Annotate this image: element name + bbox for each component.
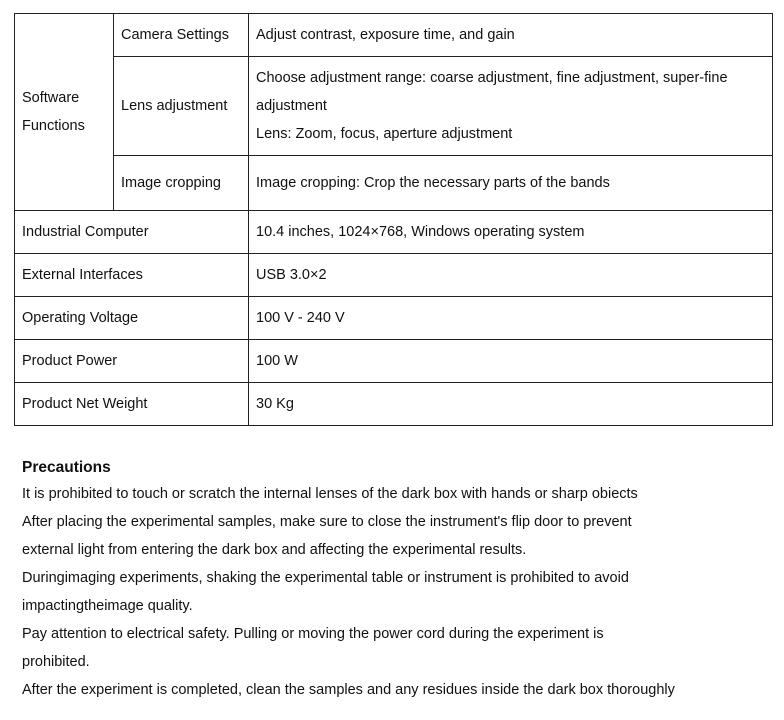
row-label: External Interfaces bbox=[15, 254, 249, 297]
paragraph-line: It is prohibited to touch or scratch the internal lenses of the dark box with hands or sharp obiects bbox=[22, 486, 638, 502]
row-label: Product Net Weight bbox=[15, 383, 249, 426]
row-value: Adjust contrast, exposure time, and gain bbox=[249, 14, 773, 57]
paragraph-line: Duringimaging experiments, shaking the experimental table or instrument is prohibited to avoid bbox=[22, 570, 629, 586]
table-row bbox=[15, 211, 773, 254]
row-value bbox=[249, 57, 773, 156]
row-label: Product Power bbox=[15, 340, 249, 383]
paragraph-line: impactingtheimage quality. bbox=[22, 598, 193, 614]
row-value: USB 3.0×2 bbox=[249, 254, 773, 297]
row-label: Operating Voltage bbox=[15, 297, 249, 340]
table-row bbox=[15, 14, 773, 57]
table-row bbox=[15, 156, 773, 211]
row-value: 10.4 inches, 1024×768, Windows operating system bbox=[249, 211, 773, 254]
table-row bbox=[15, 254, 773, 297]
row-label: Industrial Computer bbox=[15, 211, 249, 254]
row-label: Functions bbox=[22, 118, 85, 134]
software-functions-label bbox=[15, 14, 114, 211]
value-line: adjustment bbox=[256, 98, 327, 114]
section-title: Precautions bbox=[22, 459, 111, 476]
paragraph-line: After placing the experimental samples, make sure to close the instrument's flip door to prevent bbox=[22, 514, 632, 530]
table-row bbox=[15, 383, 773, 426]
row-value: 100 V - 240 V bbox=[249, 297, 773, 340]
row-label: Software bbox=[22, 90, 80, 106]
table-row bbox=[15, 297, 773, 340]
spec-table bbox=[14, 13, 773, 426]
paragraph-line: external light from entering the dark box and affecting the experimental results. bbox=[22, 542, 527, 558]
row-value: 30 Kg bbox=[249, 383, 773, 426]
paragraph-line: Pay attention to electrical safety. Pulling or moving the power cord during the experiment is bbox=[22, 626, 604, 642]
paragraph-line: prohibited. bbox=[22, 654, 90, 670]
row-label: Camera Settings bbox=[114, 14, 249, 57]
row-value: 100 W bbox=[249, 340, 773, 383]
row-label: Image cropping bbox=[114, 156, 249, 211]
row-label: Lens adjustment bbox=[114, 57, 249, 156]
row-value: Image cropping: Crop the necessary parts of the bands bbox=[249, 156, 773, 211]
precautions-section bbox=[22, 456, 762, 704]
table-row bbox=[15, 57, 773, 156]
value-line: Choose adjustment range: coarse adjustment, fine adjustment, super-fine bbox=[256, 70, 728, 86]
paragraph-line: After the experiment is completed, clean the samples and any residues inside the dark box thoroughly bbox=[22, 682, 675, 698]
table-row bbox=[15, 340, 773, 383]
value-line: Lens: Zoom, focus, aperture adjustment bbox=[256, 126, 513, 142]
